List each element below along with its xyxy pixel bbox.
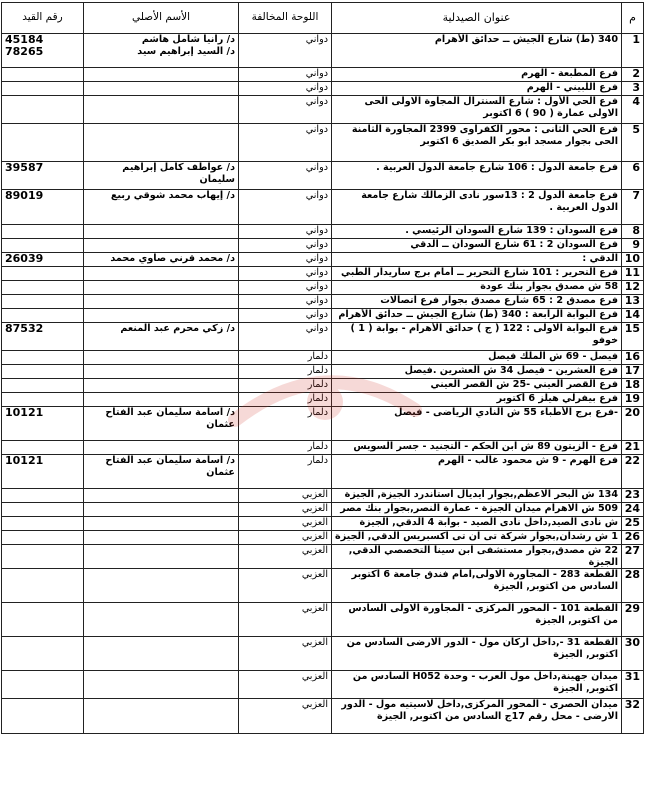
row-address: فرع العشرين - فيصل 34 ش العشرين .فيصل [332, 365, 622, 379]
row-index: 5 [622, 124, 644, 162]
row-registration [2, 637, 84, 671]
table-row [2, 393, 644, 407]
row-brand: دلمار [239, 407, 332, 441]
row-owner [84, 699, 239, 734]
row-registration [2, 96, 84, 124]
row-index: 27 [622, 545, 644, 569]
table-row [2, 637, 644, 671]
row-brand: دواني [239, 124, 332, 162]
row-owner [84, 441, 239, 455]
row-registration: 10121 [2, 407, 84, 441]
row-registration [2, 699, 84, 734]
table-row [2, 603, 644, 637]
pharmacy-table [1, 2, 644, 734]
row-index: 24 [622, 503, 644, 517]
row-registration [2, 351, 84, 365]
row-brand: دواني [239, 323, 332, 351]
table-row [2, 124, 644, 162]
row-owner [84, 351, 239, 365]
row-address: فرع المطبعة - الهرم [332, 68, 622, 82]
row-brand: دلمار [239, 351, 332, 365]
header-index: م [622, 3, 644, 34]
table-row [2, 441, 644, 455]
row-owner [84, 267, 239, 281]
row-registration [2, 379, 84, 393]
row-index: 32 [622, 699, 644, 734]
row-address: فرع الحي الثانى : محور الكفراوى 2399 المجاورة الثامنة الحى بجوار مسجد ابو بكر الصديق 6 اكتوبر [332, 124, 622, 162]
row-address: 58 ش مصدق بجوار بنك عودة [332, 281, 622, 295]
table-row [2, 351, 644, 365]
row-brand: دواني [239, 96, 332, 124]
row-index: 13 [622, 295, 644, 309]
row-index: 1 [622, 34, 644, 68]
row-owner [84, 637, 239, 671]
row-brand: دواني [239, 253, 332, 267]
row-address: فرع مصدق 2 : 65 شارع مصدق بجوار فرع اتصالات [332, 295, 622, 309]
row-brand: دواني [239, 267, 332, 281]
row-registration [2, 569, 84, 603]
row-registration: 10121 [2, 455, 84, 489]
row-registration: 39587 [2, 162, 84, 190]
row-registration [2, 124, 84, 162]
row-registration [2, 309, 84, 323]
row-owner: د/ زكي محرم عبد المنعم [84, 323, 239, 351]
table-row [2, 253, 644, 267]
row-registration [2, 295, 84, 309]
row-address: فرع جامعة الدول : 106 شارع جامعة الدول العربية . [332, 162, 622, 190]
row-owner: د/ رانيا شامل هاشم د/ السيد إبراهيم سيد [84, 34, 239, 68]
header-owner: الأسم الأصلي [84, 3, 239, 34]
row-brand: العزبي [239, 503, 332, 517]
row-index: 16 [622, 351, 644, 365]
row-brand: العزبي [239, 637, 332, 671]
row-owner: د/ محمد قرني صاوي محمد [84, 253, 239, 267]
row-address: فرع اللبيني - الهرم [332, 82, 622, 96]
row-owner [84, 239, 239, 253]
row-index: 30 [622, 637, 644, 671]
row-index: 25 [622, 517, 644, 531]
table-row [2, 190, 644, 225]
row-registration [2, 393, 84, 407]
row-address: فرع جامعة الدول 2 : 13سور نادى الزمالك شارع جامعة الدول العربية . [332, 190, 622, 225]
row-address: 134 ش البحر الاعظم,بجوار ايديال استاندرد الجيزة, الجيزة [332, 489, 622, 503]
table-row [2, 309, 644, 323]
row-owner [84, 225, 239, 239]
table-row [2, 489, 644, 503]
row-registration [2, 68, 84, 82]
row-index: 20 [622, 407, 644, 441]
row-brand: دلمار [239, 393, 332, 407]
table-row [2, 503, 644, 517]
row-registration [2, 225, 84, 239]
row-owner [84, 124, 239, 162]
row-brand: دواني [239, 82, 332, 96]
row-owner [84, 531, 239, 545]
row-index: 14 [622, 309, 644, 323]
row-brand: العزبي [239, 603, 332, 637]
table-row [2, 545, 644, 569]
row-owner [84, 379, 239, 393]
row-brand: العزبي [239, 671, 332, 699]
row-index: 12 [622, 281, 644, 295]
row-owner [84, 309, 239, 323]
table-row [2, 281, 644, 295]
row-registration [2, 489, 84, 503]
row-brand: دلمار [239, 365, 332, 379]
row-index: 19 [622, 393, 644, 407]
row-registration [2, 267, 84, 281]
row-registration [2, 365, 84, 379]
header-registration: رقم القيد [2, 3, 84, 34]
table-row [2, 671, 644, 699]
row-owner [84, 82, 239, 96]
row-index: 6 [622, 162, 644, 190]
row-owner [84, 545, 239, 569]
row-address: -فرع برج الأطباء 55 ش النادي الرياضى - فيصل [332, 407, 622, 441]
row-address: الدقي : [332, 253, 622, 267]
table-row [2, 323, 644, 351]
row-address: فرع بيفرلي هيلز 6 أكتوبر [332, 393, 622, 407]
row-registration [2, 441, 84, 455]
row-address: فرع البوابة الرابعة : 340 (ط) شارع الجيش ــ حدائق الأهرام [332, 309, 622, 323]
row-address: فرع الحي الأول : شارع السنترال المجاوة الاولى الحى الاولى عمارة ( 90 ) 6 اكتوبر [332, 96, 622, 124]
row-registration [2, 239, 84, 253]
pharmacy-table-sheet [1, 2, 643, 734]
row-brand: دواني [239, 309, 332, 323]
row-brand: دلمار [239, 455, 332, 489]
row-brand: دواني [239, 281, 332, 295]
row-brand: العزبي [239, 545, 332, 569]
row-registration [2, 281, 84, 295]
table-row [2, 379, 644, 393]
row-address: القطعة 31 -,داخل اركان مول - الدور الارضى السادس من اكتوبر, الجيزة [332, 637, 622, 671]
row-address: 340 (ط) شارع الجيش ــ حدائق الأهرام [332, 34, 622, 68]
row-address: ميدان الحصرى - المحور المركزى,داخل لاسيتيه مول - الدور الارضى - محل رقم 17ج السادس من اكتوبر, الجيزة [332, 699, 622, 734]
row-brand: العزبي [239, 699, 332, 734]
table-body [2, 34, 644, 734]
row-owner: د/ اسامة سليمان عبد الفتاح عثمان [84, 455, 239, 489]
row-address: فرع السودان : 139 شارع السودان الرئيسي . [332, 225, 622, 239]
row-owner [84, 569, 239, 603]
row-owner: د/ إيهاب محمد شوقي ربيع [84, 190, 239, 225]
row-address: 509 ش الاهرام ميدان الجيزة - عمارة النصر,بجوار بنك مصر [332, 503, 622, 517]
row-owner [84, 489, 239, 503]
table-row [2, 455, 644, 489]
row-index: 3 [622, 82, 644, 96]
row-brand: دواني [239, 162, 332, 190]
row-owner [84, 68, 239, 82]
row-registration: 45184 78265 [2, 34, 84, 68]
row-owner [84, 393, 239, 407]
row-registration: 87532 [2, 323, 84, 351]
row-index: 21 [622, 441, 644, 455]
row-index: 4 [622, 96, 644, 124]
row-index: 26 [622, 531, 644, 545]
row-brand: دواني [239, 225, 332, 239]
header-brand: اللوحة المخالفة [239, 3, 332, 34]
row-index: 15 [622, 323, 644, 351]
table-header-row [2, 3, 644, 34]
row-brand: دلمار [239, 441, 332, 455]
row-owner [84, 503, 239, 517]
row-owner: د/ عواطف كامل إبراهيم سليمان [84, 162, 239, 190]
row-address: فيصل - 69 ش الملك فيصل [332, 351, 622, 365]
table-row [2, 96, 644, 124]
table-row [2, 239, 644, 253]
row-brand: دلمار [239, 379, 332, 393]
row-address: فرع الهرم - 9 ش محمود غالب - الهرم [332, 455, 622, 489]
table-row [2, 295, 644, 309]
row-index: 8 [622, 225, 644, 239]
row-index: 7 [622, 190, 644, 225]
row-owner: د/ اسامة سليمان عبد الفتاح عثمان [84, 407, 239, 441]
row-address: القطعة 101 - المحور المركزى - المجاورة الاولى السادس من اكتوبر, الجيزة [332, 603, 622, 637]
row-owner [84, 281, 239, 295]
table-row [2, 267, 644, 281]
table-row [2, 699, 644, 734]
row-registration [2, 603, 84, 637]
row-address: فرع القصر العيني -25 ش القصر العيني [332, 379, 622, 393]
table-row [2, 225, 644, 239]
row-index: 9 [622, 239, 644, 253]
row-index: 22 [622, 455, 644, 489]
row-address: فرع السودان 2 : 61 شارع السودان ــ الدقي [332, 239, 622, 253]
row-brand: دواني [239, 295, 332, 309]
row-brand: دواني [239, 190, 332, 225]
row-brand: دواني [239, 239, 332, 253]
row-brand: العزبي [239, 517, 332, 531]
row-registration [2, 517, 84, 531]
row-registration: 26039 [2, 253, 84, 267]
row-index: 28 [622, 569, 644, 603]
row-address: القطعة 283 - المجاورة الاولى,امام فندق جامعة 6 اكتوبر السادس من اكتوبر, الجيزة [332, 569, 622, 603]
table-row [2, 34, 644, 68]
row-owner [84, 365, 239, 379]
table-row [2, 569, 644, 603]
row-address: ش نادى الصيد,داخل نادى الصيد - بوابة 4 الدقي, الجيزة [332, 517, 622, 531]
row-index: 17 [622, 365, 644, 379]
row-address: 1 ش رشدان,بجوار شركة تى ان تى اكسبريس الدقي, الجيزة [332, 531, 622, 545]
row-registration [2, 531, 84, 545]
table-row [2, 531, 644, 545]
row-index: 2 [622, 68, 644, 82]
table-row [2, 82, 644, 96]
row-address: 22 ش مصدق,بجوار مستشفى ابن سينا التخصصي الدقي, الجيزة [332, 545, 622, 569]
row-index: 11 [622, 267, 644, 281]
row-address: ميدان جهينة,داخل مول العرب - وحدة H052 السادس من اكتوبر, الجيزة [332, 671, 622, 699]
row-registration [2, 671, 84, 699]
table-row [2, 68, 644, 82]
row-registration [2, 545, 84, 569]
row-address: فرع التحرير : 101 شارع التحرير ــ أمام برج ساريدار الطبي [332, 267, 622, 281]
row-owner [84, 96, 239, 124]
row-address: فرع البوابة الاولى : 122 ( ج ) حدائق الأهرام - بوابة ( 1 ) خوفو [332, 323, 622, 351]
row-owner [84, 517, 239, 531]
row-index: 31 [622, 671, 644, 699]
row-index: 29 [622, 603, 644, 637]
row-brand: دواني [239, 68, 332, 82]
row-address: فرع - الزيتون 89 ش ابن الحكم - التجنيد - جسر السويس [332, 441, 622, 455]
row-index: 23 [622, 489, 644, 503]
header-address: عنوان الصيدلية [332, 3, 622, 34]
row-registration [2, 82, 84, 96]
row-brand: العزبي [239, 531, 332, 545]
row-index: 10 [622, 253, 644, 267]
table-row [2, 407, 644, 441]
row-brand: العزبي [239, 569, 332, 603]
table-row [2, 365, 644, 379]
row-registration: 89019 [2, 190, 84, 225]
row-brand: دواني [239, 34, 332, 68]
table-row [2, 162, 644, 190]
row-registration [2, 503, 84, 517]
row-brand: العزبي [239, 489, 332, 503]
row-index: 18 [622, 379, 644, 393]
row-owner [84, 603, 239, 637]
row-owner [84, 671, 239, 699]
table-row [2, 517, 644, 531]
row-owner [84, 295, 239, 309]
